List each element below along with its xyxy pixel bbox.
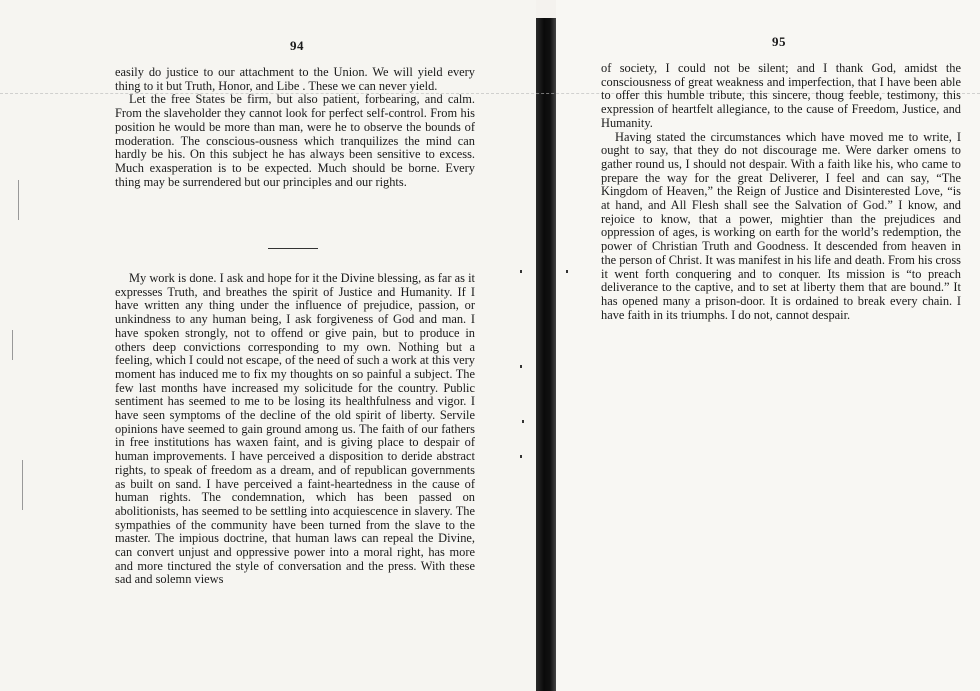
scan-speck bbox=[522, 420, 524, 423]
scan-speck bbox=[566, 270, 568, 273]
scan-speck bbox=[520, 365, 522, 368]
page-edge-mark bbox=[18, 180, 19, 220]
right-text-block bbox=[601, 62, 961, 322]
page-edge-mark bbox=[12, 330, 13, 360]
paragraph: Having stated the circumstances which have moved me to write, I ought to say, that they do not discourage me. Were darker omens to gather round us, I should not despair. With a faith like his, who came to prepare the way for the great Deliverer, I feel and can say, “The Kingdom of Heaven,” the Reign of Justice and Disinterested Love, “is at hand, and All Flesh shall see the Salvation of God.” I know, and rejoice to know, that a power, mightier than the prejudices and oppression of ages, is working on earth for the world’s redemption, the power of Christian Truth and Goodness. It descended from heaven in the person of Christ. It was manifest in his life and death. From his cross it went forth conquering and to conquer. Its mission is “to preach deliverance to the captive, and to set at liberty them that are bound.” It has opened many a prison-door. It is ordained to break every chain. I have faith in its triumphs. I do not, cannot despair. bbox=[601, 129, 961, 322]
paragraph: of society, I could not be silent; and I thank God, amidst the consciousness of great weakness and imperfection, that I have been able to offer this humble tribute, this sincere, thoug feeble, testimony, this expression of heartfelt allegiance, to the cause of Freedom, Justice, and Humanity. bbox=[601, 61, 961, 130]
paragraph: Let the free States be firm, but also patient, forbearing, and calm. From the slaveholder they cannot look for perfect self-control. From his position he would be more than man, were he to observe the bounds of moderation. The conscious-ousness which tranquilizes the mind can hardly be his. On this subject he has always been sensitive to excess. Much exasperation is to be expected. Much should be borne. Every thing may be surrendered but our principles and our rights. bbox=[115, 92, 475, 189]
scan-speck bbox=[520, 270, 522, 273]
left-text-block-2 bbox=[115, 272, 475, 587]
section-divider bbox=[268, 248, 318, 249]
paragraph: My work is done. I ask and hope for it the Divine blessing, as far as it expresses Truth, and breathes the spirit of Justice and Humanity. If I have written any thing under the influence of prejudice, passion, or unkindness to any human being, I ask forgiveness of God and man. I have spoken strongly, not to offend or give pain, but to produce in others deep convictions corresponding to my own. Nothing but a feeling, which I could not escape, of the need of such a work at this very moment has induced me to fix my thoughts on so painful a subject. The few last months have increased my solicitude for the country. Public sentiment has seemed to me to be losing its healthfulness and vigor. I have seen symptoms of the decline of the old spirit of liberty. Servile opinions have seemed to gain ground among us. The faith of our fathers in free institutions has waxen faint, and is giving place to despair of human improvements. I have perceived a disposition to deride abstract rights, to speak of freedom as a dream, and of republican governments as built on sand. I have perceived a faint-heartedness in the cause of human rights. The condemnation, which has been passed on abolitionists, has seemed to be settling into acquiescence in slavery. The sympathies of the community have been turned from the slave to the master. The impious doctrine, that human laws can repeal the Divine, can convert unjust and oppressive power into a moral right, has more and more tinctured the style of conversation and the press. With these sad and solemn views bbox=[115, 271, 475, 587]
scan-speck bbox=[520, 455, 522, 458]
page-edge-mark bbox=[22, 460, 23, 510]
left-text-block-1 bbox=[115, 66, 475, 189]
right-page-number: 95 bbox=[772, 34, 786, 49]
paragraph: easily do justice to our attachment to the Union. We will yield every thing to it but Truth, Honor, and Libe . These we can never yield. bbox=[115, 65, 475, 93]
left-page-number: 94 bbox=[290, 38, 304, 53]
book-gutter bbox=[536, 18, 556, 691]
